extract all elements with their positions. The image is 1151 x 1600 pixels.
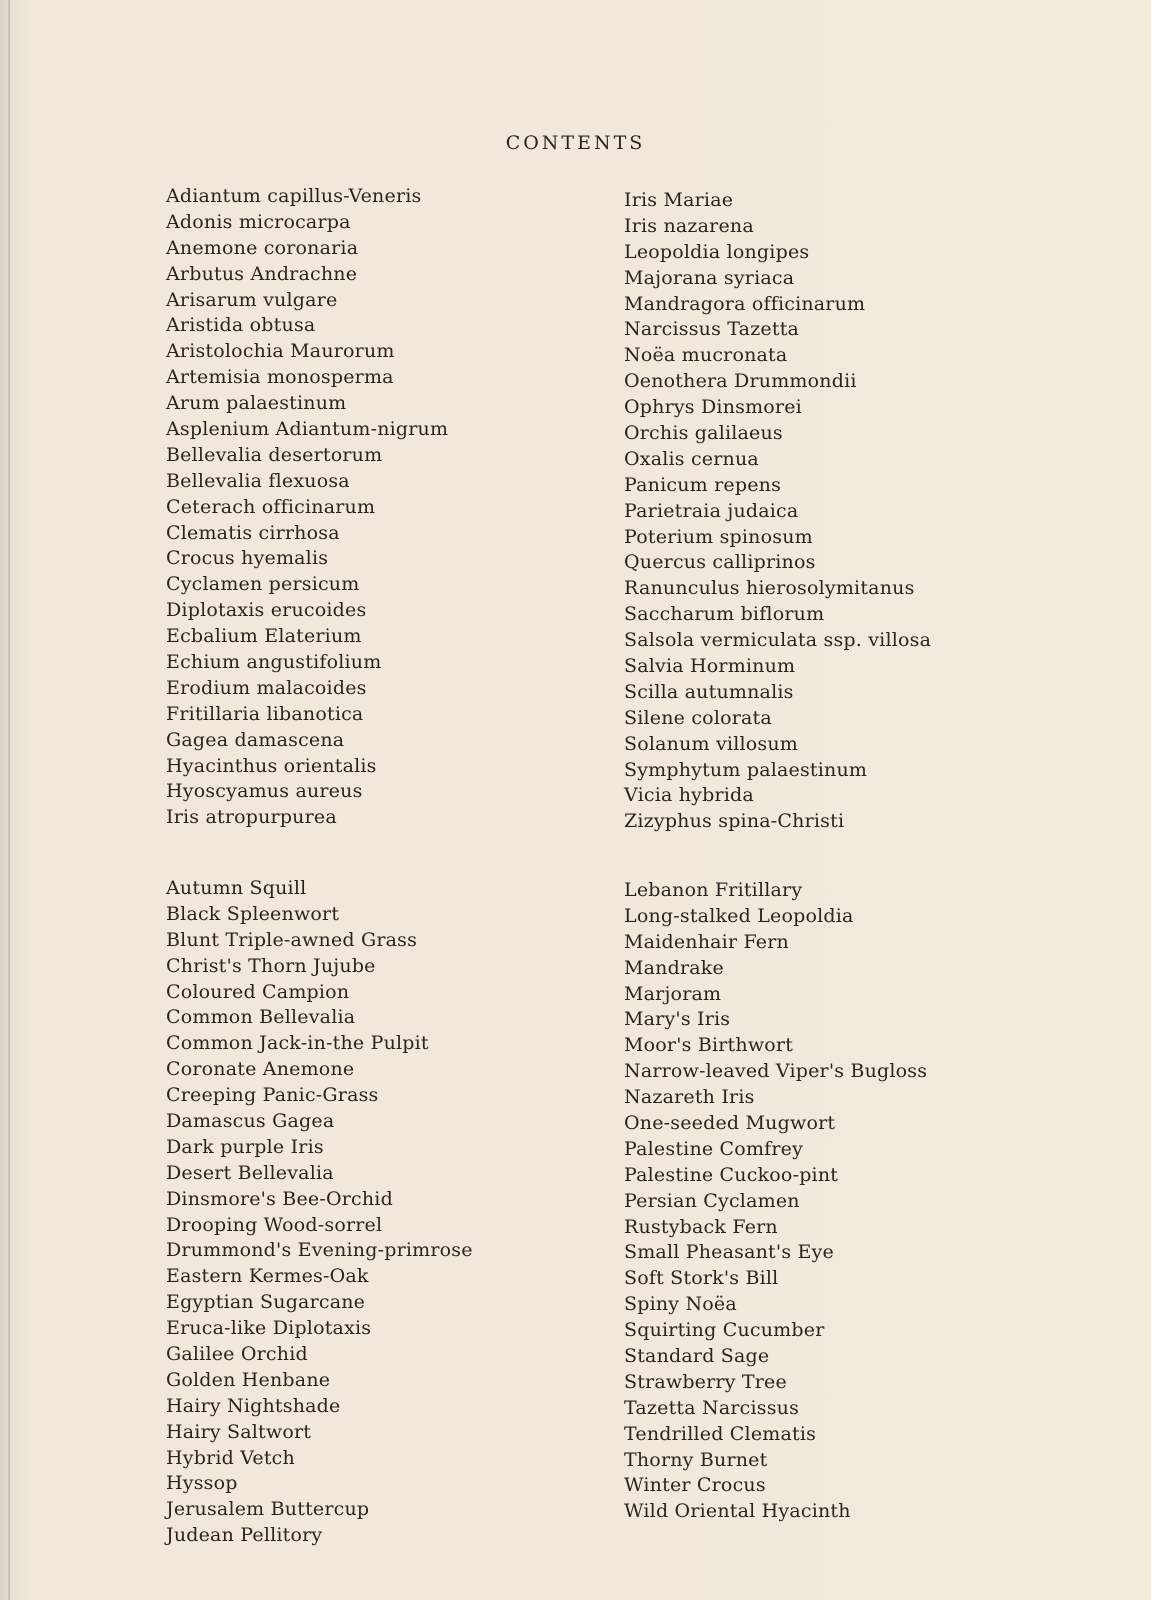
contents-entry: Tendrilled Clematis <box>624 1422 817 1445</box>
contents-entry: Iris Mariae <box>624 189 734 211</box>
contents-entry: Hyacinthus orientalis <box>166 754 377 777</box>
contents-entry: Scilla autumnalis <box>624 680 794 703</box>
contents-entry: Leopoldia longipes <box>624 240 810 263</box>
contents-entry: Fritillaria libanotica <box>166 702 364 725</box>
contents-entry: Thorny Burnet <box>624 1448 768 1471</box>
contents-entry: Panicum repens <box>624 473 782 496</box>
contents-entry: Galilee Orchid <box>166 1343 308 1366</box>
common-names-right-column <box>624 878 927 1525</box>
contents-entry: Vicia hybrida <box>624 784 754 807</box>
contents-entry: Long-stalked Leopoldia <box>624 904 854 927</box>
contents-entry: Maidenhair Fern <box>624 930 789 953</box>
contents-entry: Eastern Kermes-Oak <box>166 1265 369 1288</box>
contents-entry: Rustyback Fern <box>624 1215 778 1238</box>
contents-entry: Narrow-leaved Viper's Bugloss <box>624 1060 928 1083</box>
contents-entry: Strawberry Tree <box>624 1370 787 1393</box>
contents-entry: Blunt Triple-awned Grass <box>166 928 418 951</box>
contents-entry: Aristolochia Maurorum <box>166 340 395 363</box>
contents-entry: Oxalis cernua <box>624 447 759 470</box>
contents-entry: Anemone coronaria <box>166 236 359 259</box>
contents-entry: Common Bellevalia <box>166 1006 356 1029</box>
contents-entry: Golden Henbane <box>166 1368 331 1391</box>
contents-entry: Oenothera Drummondii <box>624 370 857 393</box>
contents-entry: Asplenium Adiantum-nigrum <box>166 418 449 441</box>
page-binding-edge <box>8 0 10 1600</box>
contents-entry: Tazetta Narcissus <box>624 1396 800 1419</box>
contents-entry: Ceterach officinarum <box>166 495 376 518</box>
contents-entry: Hybrid Vetch <box>166 1446 295 1469</box>
contents-entry: One-seeded Mugwort <box>624 1112 836 1135</box>
contents-entry: Small Pheasant's Eye <box>624 1241 834 1264</box>
contents-entry: Soft Stork's Bill <box>624 1267 779 1290</box>
contents-entry: Jerusalem Buttercup <box>166 1498 370 1521</box>
contents-entry: Adonis microcarpa <box>166 210 351 233</box>
contents-entry: Ecbalium Elaterium <box>166 625 362 648</box>
contents-entry: Ranunculus hierosolymitanus <box>624 577 915 600</box>
contents-entry: Creeping Panic-Grass <box>166 1084 379 1107</box>
contents-entry: Persian Cyclamen <box>624 1189 800 1212</box>
contents-entry: Hyssop <box>166 1472 238 1495</box>
common-names-left-column <box>166 876 473 1549</box>
contents-entry: Zizyphus spina-Christi <box>624 810 845 833</box>
contents-entry: Mary's Iris <box>624 1008 731 1031</box>
contents-entry: Mandrake <box>624 956 724 979</box>
contents-entry: Quercus calliprinos <box>624 551 816 574</box>
contents-entry: Erodium malacoides <box>166 676 367 699</box>
contents-entry: Hyoscyamus aureus <box>166 780 363 803</box>
page-title: CONTENTS <box>505 132 646 154</box>
contents-entry: Arbutus Andrachne <box>166 262 358 285</box>
contents-entry: Aristida obtusa <box>166 314 316 337</box>
contents-entry: Arisarum vulgare <box>166 288 338 311</box>
contents-entry: Hairy Saltwort <box>166 1420 312 1443</box>
contents-entry: Egyptian Sugarcane <box>166 1291 366 1314</box>
contents-entry: Moor's Birthwort <box>624 1034 794 1057</box>
contents-entry: Noëa mucronata <box>624 344 788 367</box>
contents-entry: Squirting Cucumber <box>624 1319 825 1342</box>
contents-entry: Bellevalia flexuosa <box>166 469 350 492</box>
contents-entry: Crocus hyemalis <box>166 547 329 570</box>
contents-entry: Iris nazarena <box>624 214 754 237</box>
contents-entry: Symphytum palaestinum <box>624 758 868 781</box>
contents-entry: Saccharum biflorum <box>624 603 825 626</box>
contents-entry: Coronate Anemone <box>166 1058 355 1081</box>
contents-entry: Christ's Thorn Jujube <box>166 954 376 977</box>
scientific-names-right-column <box>624 188 931 835</box>
contents-entry: Common Jack-in-the Pulpit <box>166 1032 429 1055</box>
contents-entry: Artemisia monosperma <box>166 366 394 389</box>
contents-entry: Clematis cirrhosa <box>166 521 340 544</box>
contents-entry: Drooping Wood-sorrel <box>166 1213 383 1236</box>
contents-entry: Solanum villosum <box>624 732 798 755</box>
contents-entry: Salvia Horminum <box>624 655 796 678</box>
contents-entry: Wild Oriental Hyacinth <box>624 1500 851 1523</box>
contents-entry: Winter Crocus <box>624 1474 766 1497</box>
contents-entry: Standard Sage <box>624 1345 770 1368</box>
contents-entry: Diplotaxis erucoides <box>166 599 367 622</box>
contents-entry: Lebanon Fritillary <box>624 879 803 901</box>
contents-entry: Damascus Gagea <box>166 1110 335 1133</box>
contents-entry: Narcissus Tazetta <box>624 318 800 341</box>
contents-entry: Desert Bellevalia <box>166 1161 334 1184</box>
contents-entry: Silene colorata <box>624 706 772 729</box>
contents-entry: Adiantum capillus-Veneris <box>166 185 422 207</box>
contents-entry: Salsola vermiculata ssp. villosa <box>624 629 932 652</box>
contents-entry: Autumn Squill <box>166 877 307 899</box>
contents-entry: Poterium spinosum <box>624 525 813 548</box>
contents-entry: Dinsmore's Bee-Orchid <box>166 1187 393 1210</box>
contents-entry: Orchis galilaeus <box>624 422 783 445</box>
contents-entry: Coloured Campion <box>166 980 350 1003</box>
contents-entry: Parietraia judaica <box>624 499 799 522</box>
scientific-names-left-column <box>166 184 448 831</box>
contents-entry: Dark purple Iris <box>166 1135 324 1158</box>
contents-entry: Mandragora officinarum <box>624 292 866 315</box>
contents-entry: Spiny Noëa <box>624 1293 737 1316</box>
contents-entry: Black Spleenwort <box>166 902 340 925</box>
contents-entry: Cyclamen persicum <box>166 573 360 596</box>
contents-entry: Nazareth Iris <box>624 1086 755 1109</box>
contents-entry: Palestine Comfrey <box>624 1137 804 1160</box>
contents-entry: Bellevalia desertorum <box>166 443 383 466</box>
contents-entry: Marjoram <box>624 982 722 1005</box>
contents-entry: Palestine Cuckoo-pint <box>624 1163 839 1186</box>
contents-entry: Echium angustifolium <box>166 651 382 674</box>
contents-entry: Judean Pellitory <box>166 1524 323 1547</box>
contents-entry: Drummond's Evening-primrose <box>166 1239 473 1262</box>
contents-entry: Arum palaestinum <box>166 392 347 415</box>
contents-entry: Hairy Nightshade <box>166 1394 341 1417</box>
contents-entry: Majorana syriaca <box>624 266 795 289</box>
contents-entry: Gagea damascena <box>166 728 345 751</box>
contents-entry: Iris atropurpurea <box>166 806 337 829</box>
contents-entry: Eruca-like Diplotaxis <box>166 1317 372 1340</box>
contents-entry: Ophrys Dinsmorei <box>624 396 802 419</box>
